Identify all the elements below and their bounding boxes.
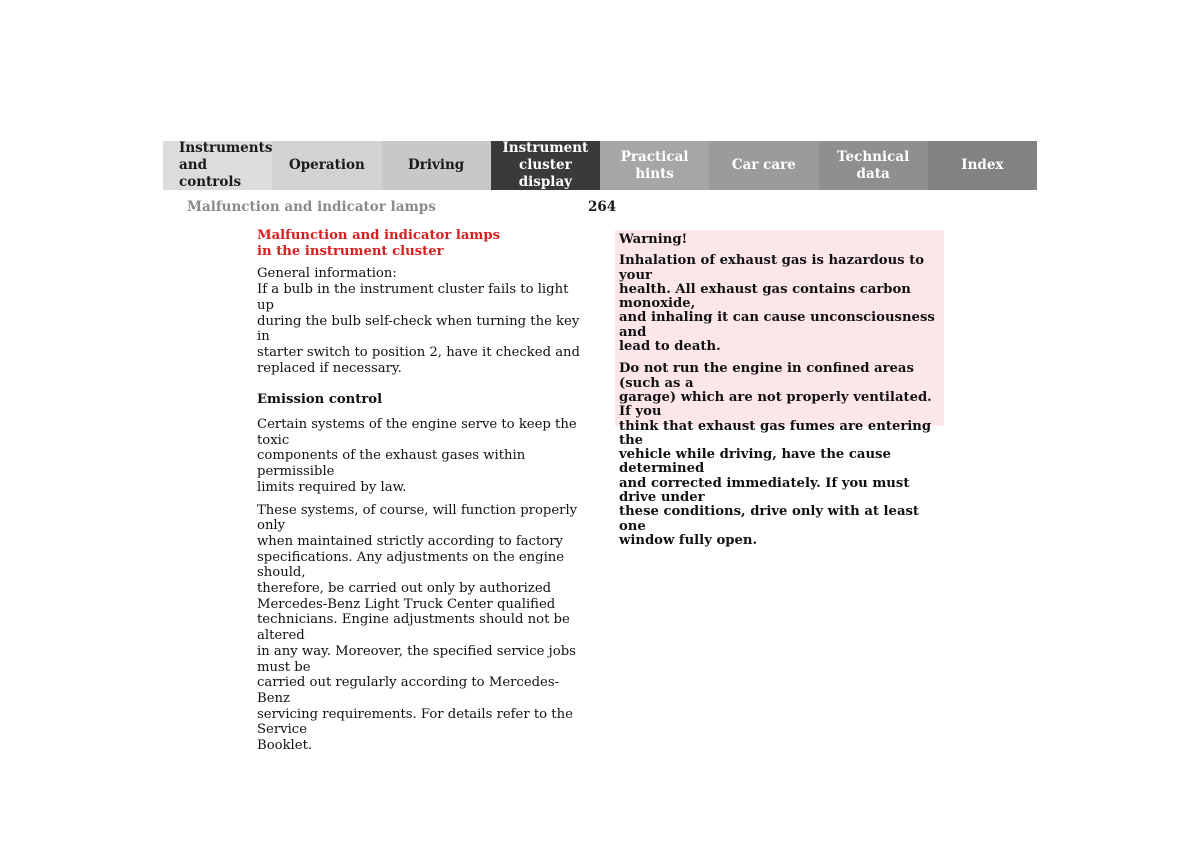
general-information-paragraph: General information: If a bulb in the instrument cluster fails to light up during the bulb self-check when turning the key in starter switch to position 2, have it checked and replaced if necessary. [257, 266, 580, 376]
warning-paragraph-2: Do not run the engine in confined areas (such as a garage) which are not properly ventilated. If you think that exhaust gas fumes are entering the vehicle while driving, have the cause determined and corrected immediately. If you must drive under these conditions, drive only with at least one window fully open. [619, 361, 932, 548]
main-column [257, 228, 587, 761]
tab-index[interactable]: Index [928, 141, 1037, 190]
tab-technical-data[interactable]: Technical data [819, 141, 928, 190]
tab-instrument-cluster-display[interactable]: Instrument cluster display [491, 141, 600, 190]
page-number: 264 [588, 199, 617, 215]
page-heading: Malfunction and indicator lamps in the instrument cluster [257, 228, 501, 259]
tab-car-care[interactable]: Car care [709, 141, 818, 190]
tab-driving[interactable]: Driving [382, 141, 491, 190]
section-title: Malfunction and indicator lamps [187, 199, 436, 215]
warning-box [615, 230, 944, 548]
warning-paragraph-1: Inhalation of exhaust gas is hazardous to your health. All exhaust gas contains carbon monoxide, and inhaling it can cause unconsciousness and lead to death. [619, 253, 935, 355]
tab-instruments-and-controls[interactable]: Instruments and controls [163, 141, 272, 190]
emission-paragraph-2: These systems, of course, will function properly only when maintained strictly according to factory specifications. Any adjustments on the engine should, therefore, be carried out only by authorized Mercedes-Benz Light Truck Center qualified technicians. Engine adjustments should not be altered in any way. Moreover, the specified service jobs must be carried out regularly according to Mercedes-Benz servicing requirements. For details refer to the Service Booklet. [257, 502, 578, 754]
emission-paragraph-1: Certain systems of the engine serve to keep the toxic components of the exhaust gases within permissible limits required by law. [257, 417, 577, 495]
warning-title: Warning! [619, 232, 688, 247]
tab-practical-hints[interactable]: Practical hints [600, 141, 709, 190]
chapter-tab-bar [163, 141, 1037, 190]
tab-operation[interactable]: Operation [272, 141, 381, 190]
emission-control-heading: Emission control [257, 392, 383, 408]
